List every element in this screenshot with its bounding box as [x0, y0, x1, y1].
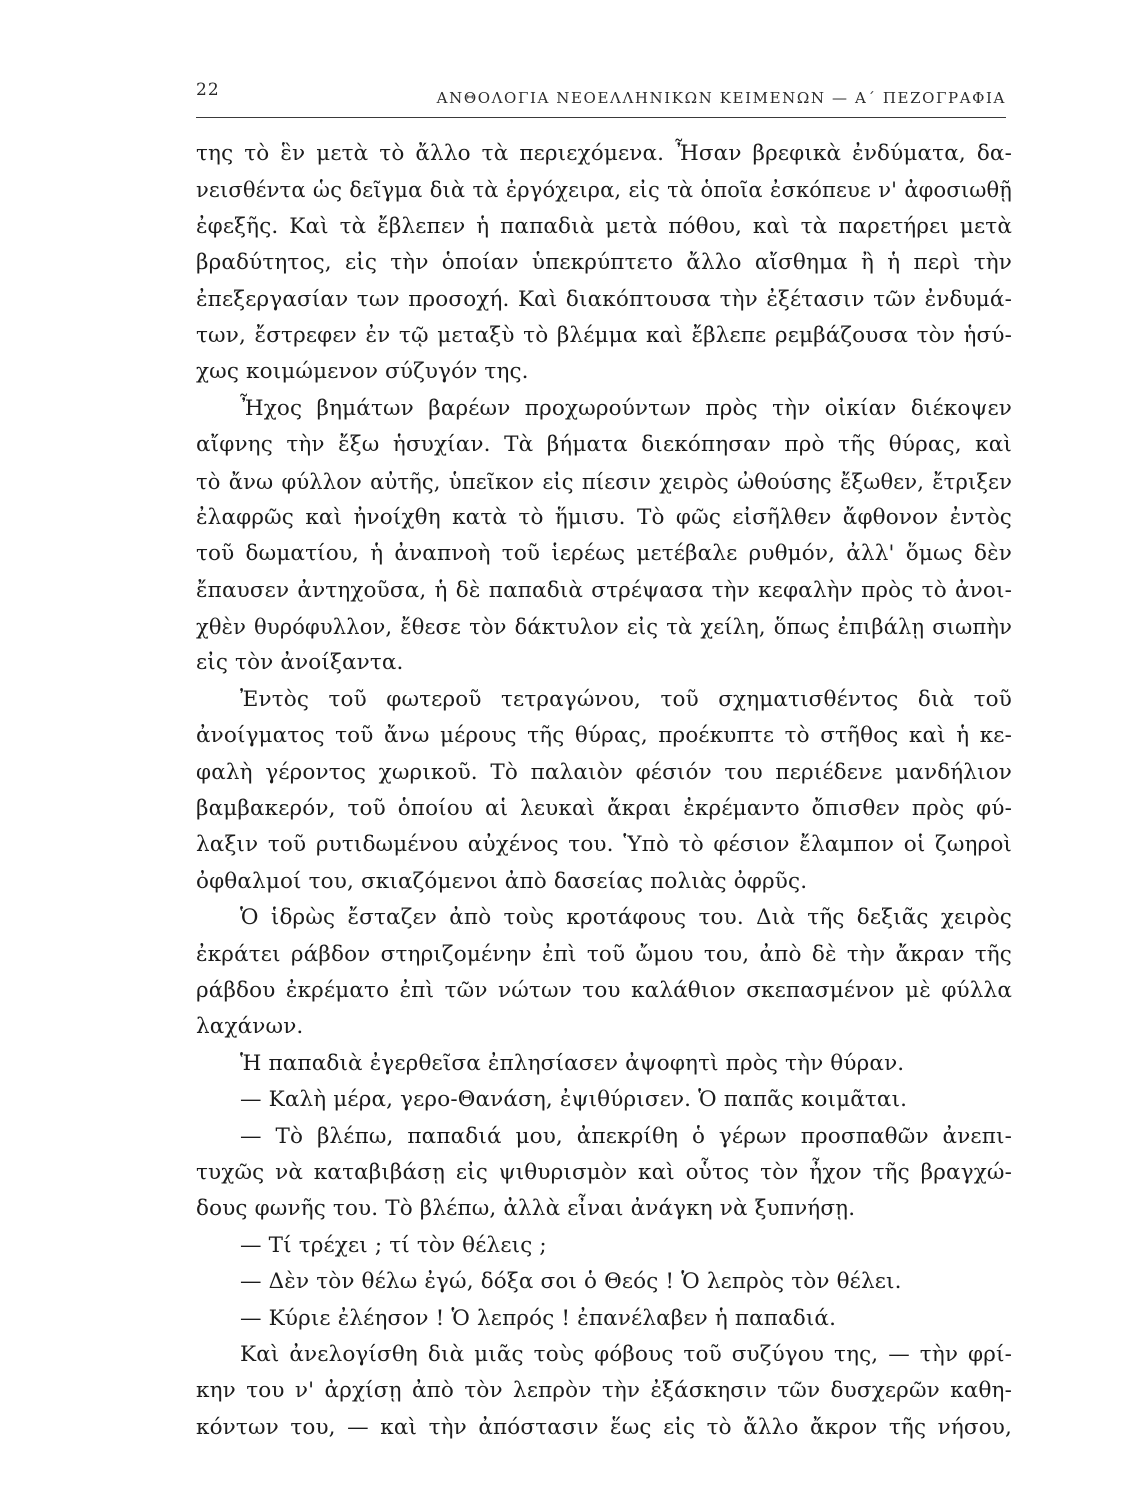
text-line: δους φωνῆς του. Τὸ βλέπω, ἀλλὰ εἶναι ἀνάγκη νὰ ξυπνήσῃ.	[196, 1196, 856, 1222]
text-line: τοῦ δωματίου, ἡ ἀναπνοὴ τοῦ ἱερέως μετέβαλε ρυθμόν, ἀλλ' ὅμως δὲν	[196, 541, 1012, 567]
text-line: Ἡ παπαδιὰ ἐγερθεῖσα ἐπλησίασεν ἀψοφητὶ πρὸς τὴν θύραν.	[240, 1050, 905, 1076]
text-line: τὸ ἄνω φύλλον αὐτῆς, ὑπεῖκον εἰς πίεσιν χειρὸς ὠθούσης ἔξωθεν, ἔτριξεν	[196, 469, 1012, 494]
text-line: Καὶ ἀνελογίσθη διὰ μιᾶς τοὺς φόβους τοῦ συζύγου της, — τὴν φρί-	[240, 1341, 1012, 1367]
text-line: βραδύτητος, εἰς τὴν ὁποίαν ὑπεκρύπτετο ἄλλο αἴσθημα ἢ ἡ περὶ τὴν	[196, 250, 1012, 276]
text-line: Ἐντὸς τοῦ φωτεροῦ τετραγώνου, τοῦ σχηματισθέντος διὰ τοῦ	[240, 686, 1012, 712]
text-line: εἰς τὸν ἀνοίξαντα.	[196, 650, 404, 676]
header-rule	[196, 117, 1006, 118]
text-line: — Τί τρέχει ; τί τὸν θέλεις ;	[240, 1232, 547, 1258]
text-line: χθὲν θυρόφυλλον, ἔθεσε τὸν δάκτυλον εἰς τὰ χείλη, ὅπως ἐπιβάλῃ σιωπὴν	[196, 615, 1012, 640]
text-line: νεισθέντα ὡς δεῖγμα διὰ τὰ ἐργόχειρα, εἰς τὰ ὁποῖα ἐσκόπευε ν' ἀφοσιωθῇ	[196, 178, 1012, 203]
body-text	[196, 136, 1012, 1446]
text-line: χως κοιμώμενον σύζυγόν της.	[196, 359, 529, 385]
text-line: ράβδου ἐκρέματο ἐπὶ τῶν νώτων του καλάθιον σκεπασμένον μὲ φύλλα	[196, 977, 1012, 1003]
text-line: ἐκράτει ράβδον στηριζομένην ἐπὶ τοῦ ὤμου του, ἀπὸ δὲ τὴν ἄκραν τῆς	[196, 941, 1012, 967]
text-line: Ἦχος βημάτων βαρέων προχωρούντων πρὸς τὴν οἰκίαν διέκοψεν	[240, 395, 1012, 421]
running-title: ΑΝΘΟΛΟΓΙΑ ΝΕΟΕΛΛΗΝΙΚΩΝ ΚΕΙΜΕΝΩΝ — Α΄ ΠΕΖΟΓΡΑΦΙΑ	[436, 89, 1006, 107]
text-line: ἀνοίγματος τοῦ ἄνω μέρους τῆς θύρας, προέκυπτε τὸ στῆθος καὶ ἡ κε-	[196, 723, 1012, 749]
text-line: — Δὲν τὸν θέλω ἐγώ, δόξα σοι ὁ Θεός ! Ὁ λεπρὸς τὸν θέλει.	[240, 1269, 902, 1295]
text-line: φαλὴ γέροντος χωρικοῦ. Τὸ παλαιὸν φέσιόν του περιέδενε μανδήλιον	[196, 759, 1012, 785]
text-line: — Κύριε ἐλέησον ! Ὁ λεπρός ! ἐπανέλαβεν ἡ παπαδιά.	[240, 1305, 837, 1331]
text-line: ἐλαφρῶς καὶ ἠνοίχθη κατὰ τὸ ἥμισυ. Τὸ φῶς εἰσῆλθεν ἄφθονον ἐντὸς	[196, 504, 1012, 530]
text-line: — Καλὴ μέρα, γερο-Θανάση, ἐψιθύρισεν. Ὁ παπᾶς κοιμᾶται.	[240, 1087, 908, 1113]
page-number: 22	[196, 80, 220, 100]
text-line: αἴφνης τὴν ἔξω ἡσυχίαν. Τὰ βήματα διεκόπησαν πρὸ τῆς θύρας, καὶ	[196, 432, 1012, 458]
text-line: Ὁ ἱδρὼς ἔσταζεν ἀπὸ τοὺς κροτάφους του. Διὰ τῆς δεξιᾶς χειρὸς	[240, 905, 1012, 931]
text-line: της τὸ ἓν μετὰ τὸ ἄλλο τὰ περιεχόμενα. Ἦσαν βρεφικὰ ἐνδύματα, δα-	[196, 141, 1012, 166]
text-line: τυχῶς νὰ καταβιβάσῃ εἰς ψιθυρισμὸν καὶ οὗτος τὸν ἦχον τῆς βραγχώ-	[196, 1159, 1012, 1185]
text-line: — Τὸ βλέπω, παπαδιά μου, ἀπεκρίθη ὁ γέρων προσπαθῶν ἀνεπι-	[240, 1123, 1012, 1149]
text-line: ἐπεξεργασίαν των προσοχή. Καὶ διακόπτουσα τὴν ἐξέτασιν τῶν ἐνδυμά-	[196, 286, 1012, 312]
text-line: ἐφεξῆς. Καὶ τὰ ἔβλεπεν ἡ παπαδιὰ μετὰ πόθου, καὶ τὰ παρετήρει μετὰ	[196, 213, 1012, 239]
text-line: βαμβακερόν, τοῦ ὁποίου αἱ λευκαὶ ἄκραι ἐκρέμαντο ὄπισθεν πρὸς φύ-	[196, 796, 1012, 822]
text-line: ὀφθαλμοί του, σκιαζόμενοι ἀπὸ δασείας πολιὰς ὀφρῦς.	[196, 868, 808, 894]
running-head	[196, 80, 1006, 110]
text-line: κόντων του, — καὶ τὴν ἀπόστασιν ἕως εἰς τὸ ἄλλο ἄκρον τῆς νήσου,	[196, 1414, 1012, 1440]
text-line: λαξιν τοῦ ρυτιδωμένου αὐχένος του. Ὑπὸ τὸ φέσιον ἔλαμπον οἱ ζωηροὶ	[196, 832, 1012, 858]
text-line: των, ἔστρεφεν ἐν τῷ μεταξὺ τὸ βλέμμα καὶ ἔβλεπε ρεμβάζουσα τὸν ἡσύ-	[196, 322, 1012, 348]
text-line: λαχάνων.	[196, 1014, 304, 1040]
text-line: κην του ν' ἀρχίσῃ ἀπὸ τὸν λεπρὸν τὴν ἐξάσκησιν τῶν δυσχερῶν καθη-	[196, 1378, 1012, 1404]
text-line: ἔπαυσεν ἀντηχοῦσα, ἡ δὲ παπαδιὰ στρέψασα τὴν κεφαλὴν πρὸς τὸ ἀνοι-	[196, 577, 1012, 603]
